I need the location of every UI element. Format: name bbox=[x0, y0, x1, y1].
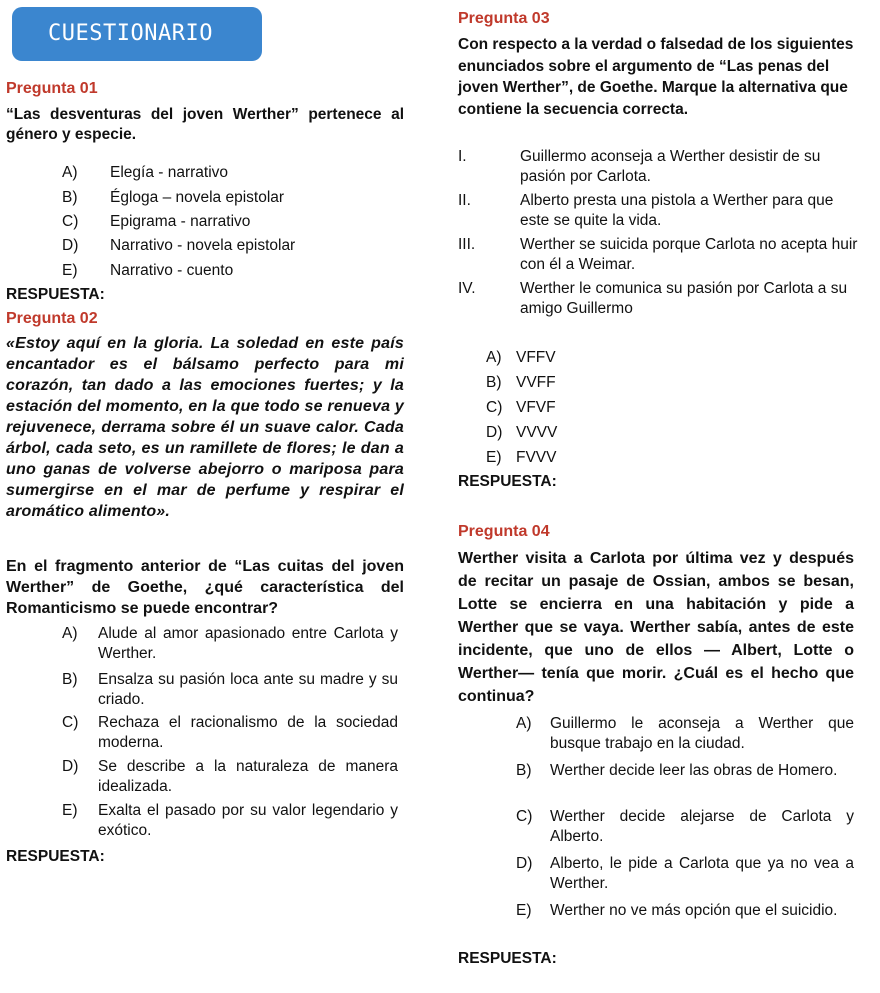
quoted-fragment: «Estoy aquí en la gloria. La soledad en este país encantador es el bálsamo perfecto para mi corazón, tan dado a las emociones fuertes; y la estación del momento, en la que todo se renueva y rejuvenece, derrama sobre él un suave calor. Cada árbol, cada seto, es un ramillete de flores; le dan a uno ganas de volverse abejorro o mariposa para sumergirse en el mar de perfume y respirar el aromático alimento». bbox=[6, 335, 404, 520]
option-letter: B) bbox=[516, 762, 532, 779]
option-letter: B) bbox=[486, 374, 502, 391]
page-title: CUESTIONARIO bbox=[48, 21, 213, 46]
option-letter: E) bbox=[62, 802, 78, 819]
option-text: VVFF bbox=[516, 374, 556, 391]
option-text: Epigrama - narrativo bbox=[110, 213, 251, 230]
option-letter: C) bbox=[486, 399, 503, 416]
option-letter: A) bbox=[516, 715, 532, 732]
question-02-text: En el fragmento anterior de “Las cuitas del joven Werther” de Goethe, ¿qué característica del Romanticismo se puede encontrar? bbox=[6, 558, 404, 617]
answer-label: RESPUESTA: bbox=[6, 848, 105, 865]
statement-number: II. bbox=[458, 192, 471, 209]
option-c[interactable] bbox=[62, 713, 398, 753]
option-b[interactable] bbox=[62, 670, 398, 710]
option-e[interactable] bbox=[516, 901, 854, 921]
statement-ii bbox=[458, 191, 860, 231]
option-text: Werther decide alejarse de Carlota y Alberto. bbox=[550, 808, 854, 845]
option-text: Narrativo - novela epistolar bbox=[110, 237, 296, 254]
option-letter: B) bbox=[62, 189, 78, 206]
option-letter: E) bbox=[516, 902, 532, 919]
option-text: VFVF bbox=[516, 399, 556, 416]
option-d[interactable] bbox=[62, 757, 398, 797]
question-03-title: Pregunta 03 bbox=[458, 10, 550, 27]
question-01-text: “Las desventuras del joven Werther” pertenece al género y especie. bbox=[6, 106, 404, 143]
statement-text: Werther se suicida porque Carlota no acepta huir con él a Weimar. bbox=[520, 236, 858, 273]
statement-number: IV. bbox=[458, 280, 476, 297]
answer-label: RESPUESTA: bbox=[458, 473, 557, 490]
option-text: Werther decide leer las obras de Homero. bbox=[550, 762, 838, 779]
option-text: Werther no ve más opción que el suicidio. bbox=[550, 902, 838, 919]
option-letter: D) bbox=[516, 855, 533, 872]
answer-label: RESPUESTA: bbox=[458, 950, 557, 967]
option-letter: D) bbox=[62, 758, 79, 775]
statement-number: III. bbox=[458, 236, 476, 253]
statement-text: Werther le comunica su pasión por Carlota a su amigo Guillermo bbox=[520, 280, 848, 317]
option-text: VFFV bbox=[516, 349, 556, 366]
option-letter: E) bbox=[486, 449, 502, 466]
cuestionario-banner bbox=[12, 7, 262, 61]
option-text: Égloga – novela epistolar bbox=[110, 189, 285, 206]
statement-text: Guillermo aconseja a Werther desistir de su pasión por Carlota. bbox=[520, 148, 821, 185]
option-letter: C) bbox=[62, 213, 79, 230]
option-a[interactable] bbox=[516, 714, 854, 754]
option-letter: E) bbox=[62, 262, 78, 279]
option-text: Alude al amor apasionado entre Carlota y Werther. bbox=[98, 625, 398, 662]
option-text: Narrativo - cuento bbox=[110, 262, 234, 279]
option-text: Exalta el pasado por su valor legendario y exótico. bbox=[98, 802, 398, 839]
option-text: VVVV bbox=[516, 424, 558, 441]
option-letter: B) bbox=[62, 671, 78, 688]
question-04-text: Werther visita a Carlota por última vez y después de recitar un pasaje de Ossian, ambos se besan, Lotte se encierra en una habitación y pide a Werther que se vaya. Werther sabía, antes de este incidente, que uno de ellos — Albert, Lotte o Werther— tenía que morir. ¿Cuál es el hecho que continua? bbox=[458, 550, 854, 705]
statement-text: Alberto presta una pistola a Werther para que este se quite la vida. bbox=[520, 192, 834, 229]
option-letter: A) bbox=[486, 349, 502, 366]
statement-i bbox=[458, 147, 860, 187]
option-d[interactable] bbox=[516, 854, 854, 894]
statement-number: I. bbox=[458, 148, 467, 165]
option-text: Ensalza su pasión loca ante su madre y su criado. bbox=[98, 671, 398, 708]
option-letter: C) bbox=[516, 808, 533, 825]
option-letter: A) bbox=[62, 625, 78, 642]
statement-iv bbox=[458, 279, 860, 319]
option-text: Elegía - narrativo bbox=[110, 164, 229, 181]
option-letter: D) bbox=[62, 237, 79, 254]
question-01-title: Pregunta 01 bbox=[6, 80, 98, 97]
option-letter: A) bbox=[62, 164, 78, 181]
statement-iii bbox=[458, 235, 860, 275]
option-b[interactable] bbox=[516, 761, 854, 781]
option-letter: C) bbox=[62, 714, 79, 731]
option-e[interactable] bbox=[62, 801, 398, 841]
option-letter: D) bbox=[486, 424, 503, 441]
option-text: Se describe a la naturaleza de manera idealizada. bbox=[98, 758, 398, 795]
question-02-title: Pregunta 02 bbox=[6, 310, 98, 327]
option-text: Rechaza el racionalismo de la sociedad moderna. bbox=[98, 714, 398, 751]
question-03-text: Con respecto a la verdad o falsedad de los siguientes enunciados sobre el argumento de “Las penas del joven Werther”, de Goethe. Marque la alternativa que contiene la secuencia correcta. bbox=[458, 36, 854, 118]
option-c[interactable] bbox=[516, 807, 854, 847]
option-text: Guillermo le aconseja a Werther que busque trabajo en la ciudad. bbox=[550, 715, 854, 752]
question-04-title: Pregunta 04 bbox=[458, 523, 550, 540]
option-text: FVVV bbox=[516, 449, 557, 466]
option-text: Alberto, le pide a Carlota que ya no vea a Werther. bbox=[550, 855, 854, 892]
answer-label: RESPUESTA: bbox=[6, 286, 105, 303]
option-a[interactable] bbox=[62, 624, 398, 664]
